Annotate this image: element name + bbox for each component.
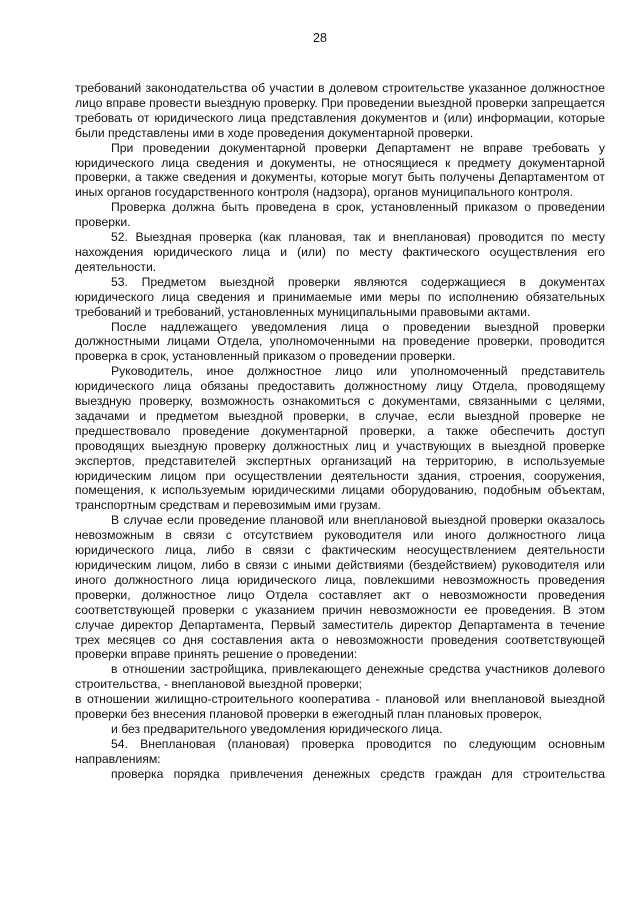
paragraph-list-item: в отношении застройщика, привлекающего денежные средства участников долевого строительства, - внеплановой выездной проверки;	[75, 662, 605, 692]
paragraph: При проведении документарной проверки Департамент не вправе требовать у юридического лица сведения и документы, не относящиеся к предмету документарной проверки, а также сведения и документы, которые могут быть получены Департаментом от иных органов государственного контроля (надзора), органов муниципального контроля.	[75, 140, 605, 200]
paragraph-item-52: 52. Выездная проверка (как плановая, так и внеплановая) проводится по месту нахождения юридического лица и (или) по месту фактического осуществления его деятельности.	[75, 230, 605, 274]
paragraph: Проверка должна быть проведена в срок, установленный приказом о проведении проверки.	[75, 200, 605, 230]
page-number: 28	[313, 31, 327, 45]
paragraph-continuation: требований законодательства об участии в долевом строительстве указанное должностное лицо вправе провести выездную проверку. При проведении выездной проверки запрещается требовать от юридического лица представления документов и (или) информации, которые были представлены ими в ходе проведения документарной проверки.	[75, 81, 605, 140]
paragraph: В случае если проведение плановой или внеплановой выездной проверки оказалось невозможным в связи с отсутствием руководителя или иного должностного лица юридического лица, либо в связи с фактическим неосуществлением деятельности юридическим лицом, либо в связи с иными действиями (бездействием) руководителя или иного должностного лица юридического лица, повлекшими невозможность проведения проверки, должностное лицо Отдела составляет акт о невозможности проведения соответствующей проверки с указанием причин невозможности ее проведения. В этом случае директор Департамента, Первый заместитель директор Департамента в течение трех месяцев со дня составления акта о невозможности проведения соответствующей проверки вправе принять решение о проведении:	[75, 513, 605, 662]
paragraph: и без предварительного уведомления юридического лица.	[111, 721, 443, 736]
document-body	[75, 81, 605, 782]
paragraph-list-item: в отношении жилищно-строительного кооператива - плановой или внеплановой выездной проверки без внесения плановой проверки в ежегодный план плановых проверок,	[75, 692, 605, 722]
paragraph: Руководитель, иное должностное лицо или уполномоченный представитель юридического лица обязаны предоставить должностному лицу Отдела, проводящему выездную проверку, возможность ознакомиться с документами, связанными с целями, задачами и предметом выездной проверки, в случае, если выездной проверке не предшествовало проведение документарной проверки, а также обеспечить доступ проводящих выездную проверку должностных лиц и участвующих в выездной проверке экспертов, представителей экспертных организаций на территорию, в используемые юридическим лицом при осуществлении деятельности здания, строения, сооружения, помещения, к используемым юридическими лицами оборудованию, подобным объектам, транспортным средствам и перевозимым ими грузам.	[75, 364, 605, 513]
paragraph-truncated: проверка порядка привлечения денежных средств граждан для строительства	[111, 766, 605, 781]
paragraph-item-53: 53. Предметом выездной проверки являются содержащиеся в документах юридического лица сведения и принимаемые ими меры по исполнению обязательных требований и требований, установленных муниципальными правовыми актами.	[75, 274, 605, 319]
paragraph-item-54: 54. Внеплановая (плановая) проверка проводится по следующим основным направлениям:	[75, 736, 605, 766]
paragraph: После надлежащего уведомления лица о проведении выездной проверки должностными лицами Отдела, уполномоченными на проведение проверки, проводится проверка в срок, установленный приказом о проведении проверки.	[75, 319, 605, 364]
